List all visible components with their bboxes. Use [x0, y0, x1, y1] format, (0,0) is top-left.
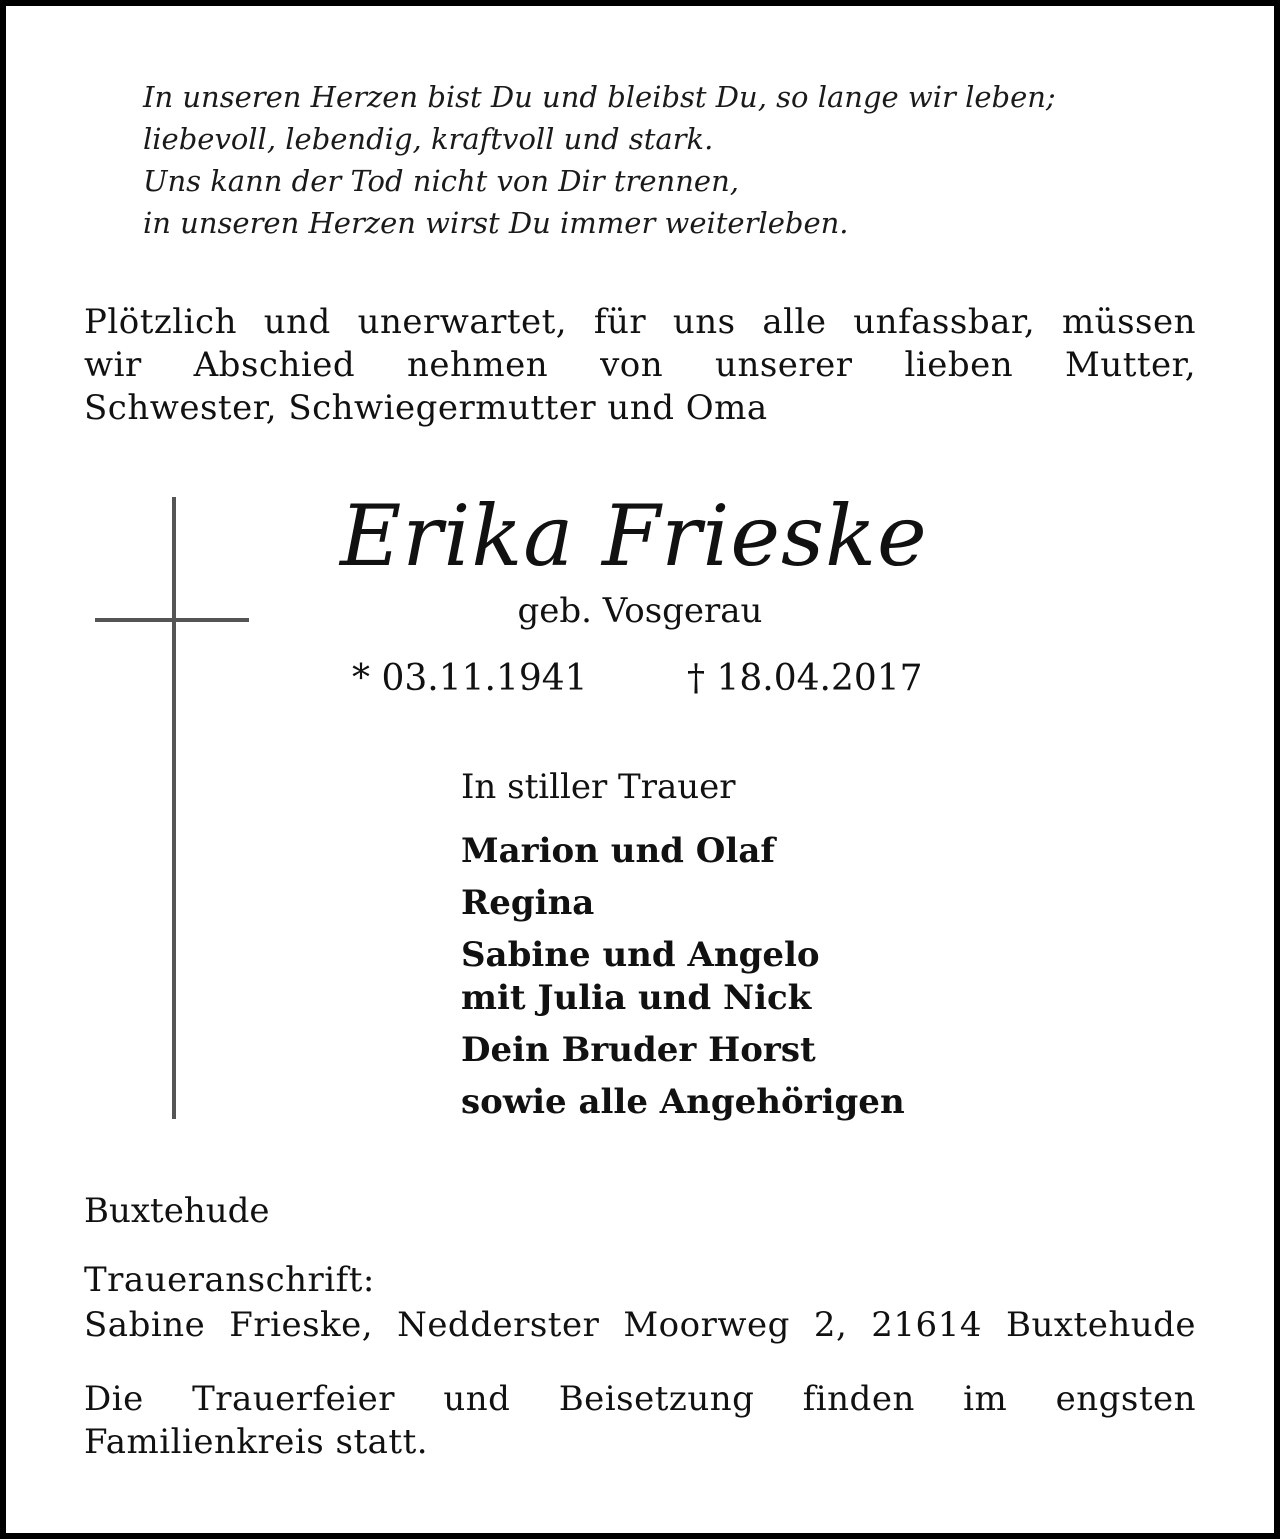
mourner: Marion und Olaf: [461, 831, 775, 871]
deceased-name: Erika Frieske: [340, 487, 928, 585]
poem: [143, 76, 1223, 244]
birth-date: * 03.11.1941: [352, 658, 588, 699]
cross-icon-bar: [95, 618, 249, 622]
poem-line: Uns kann der Tod nicht von Dir trennen,: [143, 164, 739, 198]
intro-line: Plötzlich und unerwartet, für uns alle unfassbar, müssen: [84, 302, 1196, 342]
intro-text: [84, 301, 1196, 430]
poem-line: liebevoll, lebendig, kraftvoll und stark.: [143, 122, 714, 156]
intro-line: Schwester, Schwiegermutter und Oma: [84, 388, 768, 428]
mourner: Regina: [461, 883, 595, 923]
service-note: [84, 1378, 1196, 1464]
service-line: Die Trauerfeier und Beisetzung finden im engsten: [84, 1379, 1196, 1419]
mourning-heading: In stiller Trauer: [461, 767, 736, 807]
death-date: † 18.04.2017: [687, 658, 923, 699]
mourners-list: [461, 830, 905, 1124]
mourner: sowie alle Angehörigen: [461, 1082, 905, 1122]
service-line: Familienkreis statt.: [84, 1422, 429, 1462]
cross-icon: [172, 497, 176, 1119]
mourner: mit Julia und Nick: [461, 978, 812, 1018]
address-text: Sabine Frieske, Nedderster Moorweg 2, 21614 Buxtehude: [84, 1305, 1196, 1345]
intro-line: wir Abschied nehmen von unserer lieben Mutter,: [84, 345, 1196, 385]
mourning-address: [84, 1258, 1196, 1348]
poem-line: in unseren Herzen wirst Du immer weiterleben.: [143, 206, 849, 240]
mourner: Dein Bruder Horst: [461, 1030, 816, 1070]
poem-line: In unseren Herzen bist Du und bleibst Du, so lange wir leben;: [143, 80, 1056, 114]
place: Buxtehude: [84, 1191, 270, 1231]
address-label: Traueranschrift:: [84, 1260, 375, 1300]
mourner: Sabine und Angelo: [461, 935, 820, 975]
maiden-name: geb. Vosgerau: [517, 591, 763, 631]
